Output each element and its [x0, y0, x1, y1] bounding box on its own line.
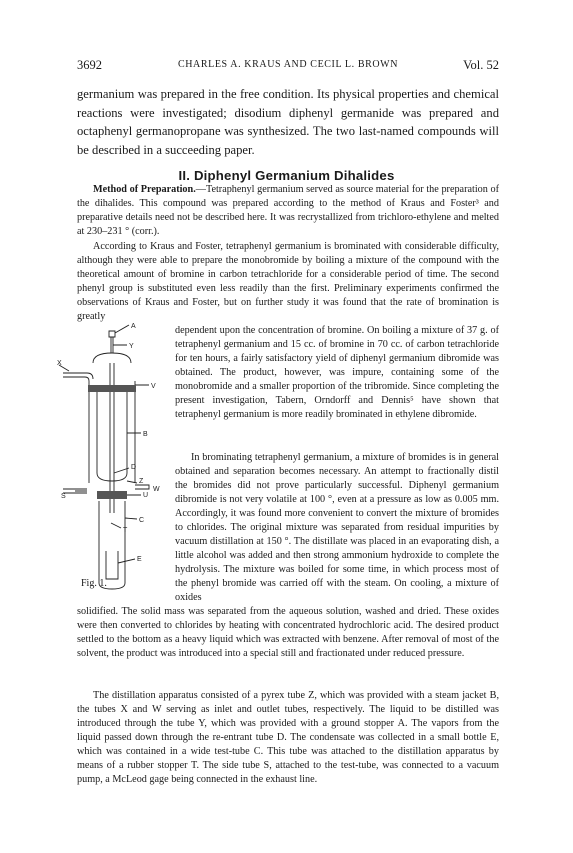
- label-v: V: [151, 383, 156, 390]
- label-w: W: [153, 486, 160, 493]
- method-text: —Tetraphenyl germanium served as source material for the preparation of the dihalides. This compound was prepared according to the method of Kraus and Foster³ and preparative details need not be described here. It was recrystallized from trichloro-ethylene and melted at 230–231 ° (corr.).: [77, 184, 499, 238]
- intro-paragraph: germanium was prepared in the free condition. Its physical properties and chemical reactions were investigated; disodium diphenyl germanide was prepared and octaphenyl germanopropane was synthesized. The two last-named compounds will be described in a succeeding paper.: [77, 87, 499, 157]
- method-paragraph: [77, 183, 499, 239]
- bromination-wrap-text: dependent upon the concentration of bromine. On boiling a mixture of 37 g. of tetraphenyl germanium and 15 cc. of bromine in 70 cc. of carbon tetrachloride for ten hours, a fairly satisfactory yield of diphenyl germanium dibromide was obtained. The product, however, was impure, containing some of the monobromide and a smaller proportion of the tribromide. Since completing the present investigation, Tabern, Orndorff and Dennis⁵ have shown that tetraphenyl germanium is more readily brominated in ethylene dibromide.: [175, 325, 499, 421]
- separation-wrap-text: In brominating tetraphenyl germanium, a mixture of bromides is in general obtained and separation becomes necessary. An attempt to fractionally distil the bromides did not prove particularly successful. Diphenyl germanium dibromide is not very volatile at 100 °, even at a pressure as low as 0.005 mm. Accordingly, it was found more convenient to convert the mixture of bromides to chlorides. The original mixture was separated from residual impurities by vacuum distillation at 150 °. The distillate was placed in an evaporating dish, a little alcohol was added and then strong ammonium hydroxide to complete the hydrolysis. The mixture was boiled for some time, in which process most of the phenyl bromide was carried off with the steam. On cooling, a mixture of oxides: [175, 452, 499, 604]
- bromination-text: According to Kraus and Foster, tetraphenyl germanium is brominated with considerable difficulty, although they were able to prepare the monobromide by boiling a mixture of the compound with the theoretical amount of bromine in carbon tetrachloride for a considerable period of time. The second phenyl group is substituted even less readily than the first. Preliminary experiments confirmed the observations of Kraus and Foster, but on further study it was found that the rate of bromination is greatly: [77, 241, 499, 323]
- rubber-stopper-hatching: [88, 385, 136, 499]
- bromination-paragraph-wrap: [175, 324, 499, 422]
- label-a: A: [131, 323, 136, 330]
- page-number: 3692: [77, 58, 102, 72]
- apparatus-text: The distillation apparatus consisted of a pyrex tube Z, which was provided with a steam jacket B, the tubes X and W serving as inlet and outlet tubes, respectively. The liquid to be distilled was introduced through the tube Y, which was provided with a ground stopper A. The vapors from the liquid passed down through the re-entrant tube D. The condensate was collected in a small bottle E, which was contained in a wide test-tube C. This tube was attached to the distillation apparatus by means of a rubber stopper T. The side tube S, attached to the test-tube, was connected to a vacuum pump, a McLeod gage being connected in the exhaust line.: [77, 690, 499, 786]
- label-z: Z: [139, 478, 144, 485]
- figure-caption: Fig. 1.: [81, 578, 107, 589]
- separation-text: solidified. The solid mass was separated from the aqueous solution, washed and dried. These oxides were then converted to chlorides by heating with concentrated hydrochloric acid. The desired product settled to the bottom as a heavy liquid which was extracted with benzene. After removal of most of the solvent, the product was introduced into a special still and fractionated under reduced pressure.: [77, 606, 499, 660]
- running-header: [77, 58, 499, 74]
- distillation-apparatus-figure: [57, 323, 175, 593]
- section-heading: II. Diphenyl Germanium Dihalides: [178, 168, 395, 183]
- label-t: T: [123, 527, 128, 534]
- label-e: E: [137, 556, 142, 563]
- label-y: Y: [129, 343, 134, 350]
- label-b: B: [143, 431, 148, 438]
- separation-paragraph-wrap: [175, 451, 499, 606]
- volume-label: Vol. 52: [463, 58, 499, 72]
- label-x: X: [57, 360, 62, 367]
- running-authors: CHARLES A. KRAUS AND CECIL L. BROWN: [177, 59, 399, 70]
- separation-paragraph-full: [77, 605, 499, 661]
- label-c: C: [139, 517, 145, 524]
- label-s: S: [61, 493, 66, 500]
- bromination-paragraph-full: [77, 240, 499, 324]
- method-runin: Method of Preparation.: [93, 184, 196, 195]
- label-d: D: [131, 464, 137, 471]
- apparatus-paragraph: [77, 689, 499, 787]
- label-u: U: [143, 492, 149, 499]
